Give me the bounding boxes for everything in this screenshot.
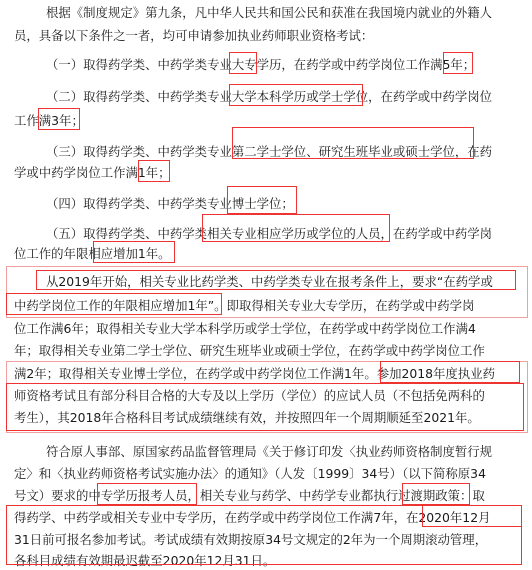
text-line: 学或中药学岗位工作满1年； xyxy=(14,165,171,180)
text-line: 号文）要求的中专学历报考人员，相关专业与药学、中药学专业都执行过渡期政策：取 xyxy=(14,488,485,503)
text-line: 从2019年开始，相关专业比药学类、中药学类专业在报考条件上，要求“在药学或 xyxy=(46,274,493,289)
text-line: 位工作满6年；取得相关专业大学本科学历或学士学位，在药学或中药学岗位工作满4 xyxy=(14,321,476,336)
text-line: 31日前可报名参加考试。考试成绩有效期按原34号文规定的2年为一个周期滚动管理， xyxy=(14,532,488,547)
text-line: 符合原人事部、原国家药品监督管理局《关于修订印发〈执业药师资格制度暂行规 xyxy=(46,444,493,459)
text-line: 定〉和〈执业药师资格考试实施办法〉的通知》（人发〔1999〕34号）（以下简称原34 xyxy=(14,466,486,481)
text-line: （四）取得药学类、中药学类专业博士学位； xyxy=(46,196,294,211)
text-line: 员，具备以下条件之一者，均可申请参加执业药师职业资格考试： xyxy=(14,28,374,43)
text-line: （五）取得药学类、中药学类相关专业相应学历或学位的人员，在药学或中药学岗 xyxy=(46,226,493,241)
text-line: 得药学、中药学或相关专业中专学历，在药学或中药学岗位工作满7年，在2020年12月 xyxy=(14,510,491,525)
text-line: 中药学岗位工作的年限相应增加1年”。即取得相关专业大专学历，在药学或中药学岗 xyxy=(14,298,475,313)
text-line: （二）取得药学类、中药学类专业大学本科学历或学士学位，在药学或中药学岗位 xyxy=(46,89,493,104)
text-line: 各科目成绩有效期最迟截至2020年12月31日。 xyxy=(14,553,276,568)
text-line: 工作满3年； xyxy=(14,113,84,128)
text-line: 根据《制度规定》第九条，凡中华人民共和国公民和获准在我国境内就业的外籍人 xyxy=(46,5,493,20)
text-line: 年；取得相关专业第二学士学位、研究生班毕业或硕士学位，在药学或中药学岗位工作 xyxy=(14,343,485,358)
text-line: 满2年；取得相关专业博士学位，在药学或中药学岗位工作满1年。参加2018年度执业药 xyxy=(14,366,495,381)
text-line: 师资格考试且有部分科目合格的大专及以上学历（学位）的应试人员（不包括免两科的 xyxy=(14,388,485,403)
text-line: 考生），其2018年合格科目考试成绩继续有效，并按照四年一个周期顺延至2021年。 xyxy=(14,410,480,425)
text-line: （一）取得药学类、中药学类专业大专学历，在药学或中药学岗位工作满5年； xyxy=(46,57,476,72)
text-line: （三）取得药学类、中药学类专业第二学士学位、研究生班毕业或硕士学位，在药 xyxy=(46,144,493,159)
text-line: 位工作的年限相应增加1年。 xyxy=(14,246,171,261)
